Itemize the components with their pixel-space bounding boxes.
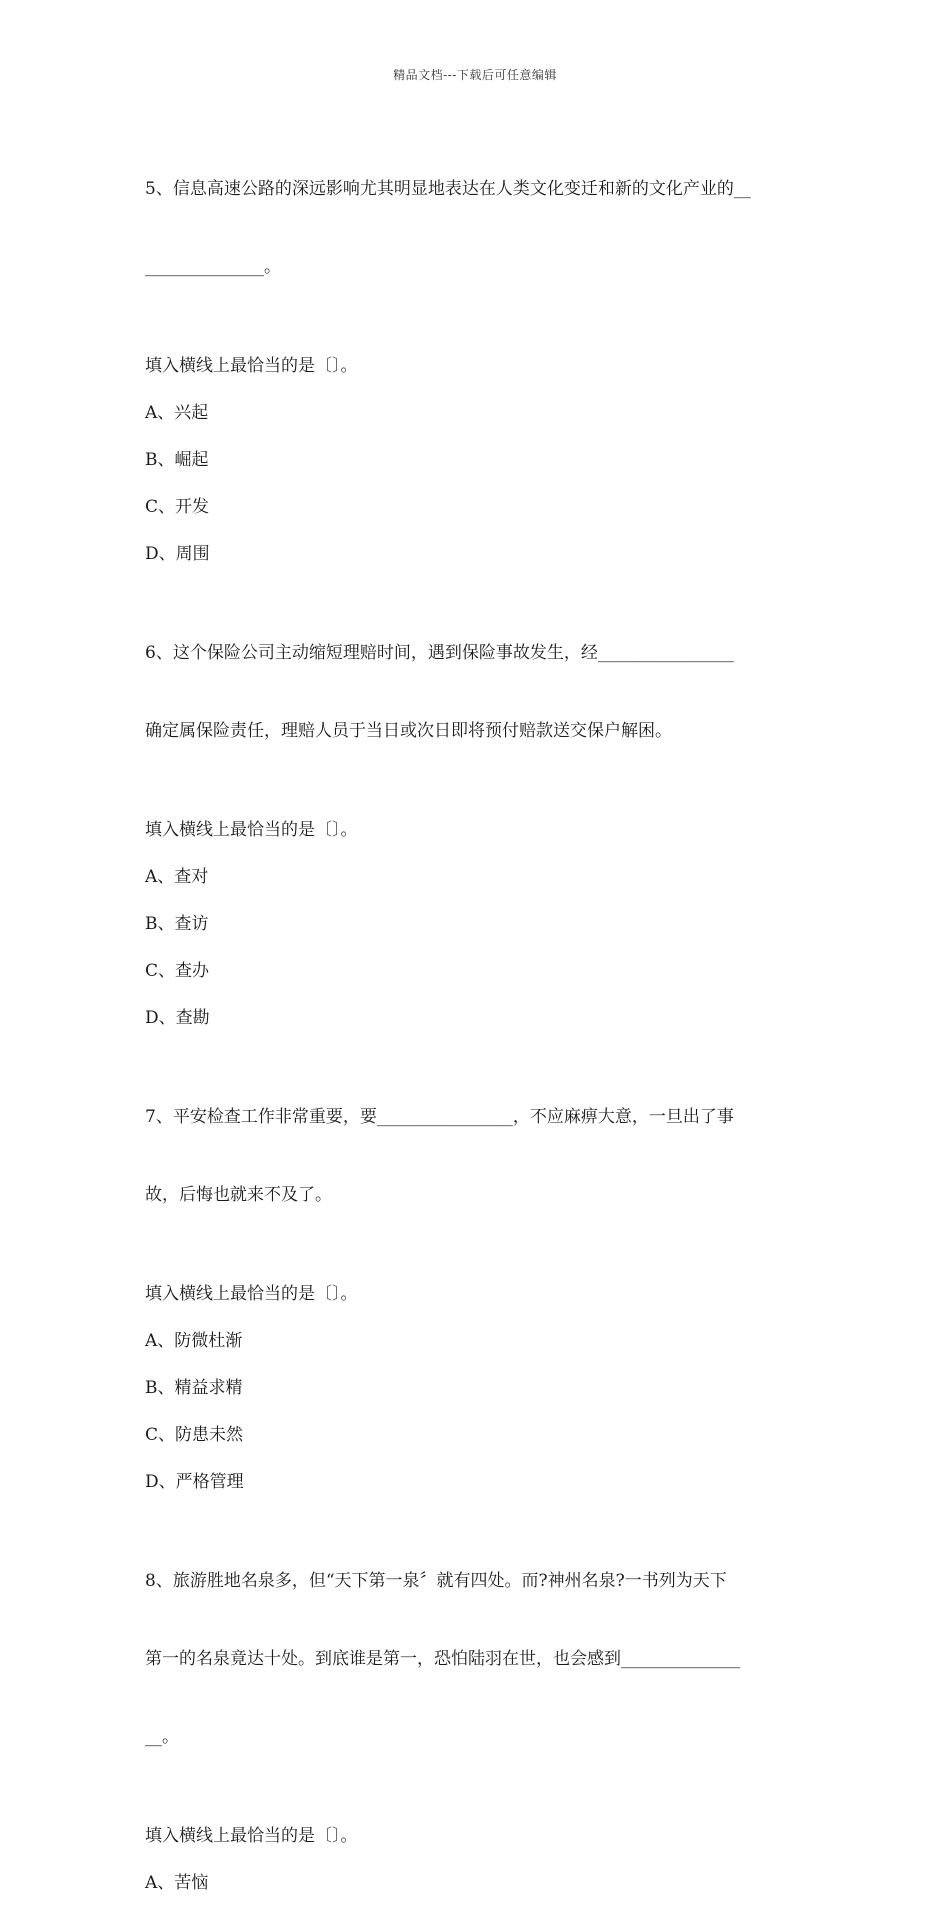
- question-6-line-2: 确定属保险责任，理赔人员于当日或次日即将预付赔款送交保户解困。: [145, 721, 672, 741]
- question-7-option-d: D、严格管理: [145, 1472, 244, 1492]
- question-7-prompt: 填入横线上最恰当的是〔〕。: [145, 1284, 358, 1304]
- question-5-blank: ______________: [145, 257, 264, 277]
- question-8: [145, 1516, 835, 1802]
- question-5-end: 。: [264, 257, 281, 277]
- question-8-prompt: 填入横线上最恰当的是〔〕。: [145, 1826, 358, 1846]
- question-5-option-b: B、崛起: [145, 450, 209, 470]
- question-5-option-d: D、周围: [145, 544, 210, 564]
- question-8-line-1: 8、旅游胜地名泉多，但“天下第一泉〞就有四处。而?神州名泉?一书列为天下: [145, 1571, 727, 1591]
- question-7-option-c: C、防患未然: [145, 1425, 244, 1445]
- question-6-option-c: C、查办: [145, 961, 210, 981]
- question-7: [145, 1052, 835, 1260]
- page-header: 精品文档---下载后可任意编辑: [393, 68, 557, 82]
- question-5-line-2: [145, 254, 835, 280]
- question-7-line-1: 7、平安检查工作非常重要，要________________，不应麻痹大意，一旦出了事: [145, 1107, 734, 1127]
- question-5-option-a: A、兴起: [145, 403, 209, 423]
- question-8-option-a: A、苦恼: [145, 1873, 209, 1893]
- question-6-option-d: D、查勘: [145, 1008, 210, 1028]
- question-7-line-2: 故，后悔也就来不及了。: [145, 1185, 332, 1205]
- question-6: [145, 588, 835, 796]
- document-body: [145, 124, 835, 1917]
- question-6-option-b: B、查访: [145, 914, 209, 934]
- question-8-line-2: 第一的名泉竟达十处。到底谁是第一，恐怕陆羽在世，也会感到______________: [145, 1649, 740, 1669]
- question-7-option-a: A、防微杜渐: [145, 1331, 243, 1351]
- question-5-prompt: 填入横线上最恰当的是〔〕。: [145, 356, 358, 376]
- question-5: [145, 124, 835, 332]
- question-8-line-3: __。: [145, 1727, 179, 1747]
- question-6-option-a: A、查对: [145, 867, 209, 887]
- question-5-option-c: C、开发: [145, 497, 210, 517]
- question-6-prompt: 填入横线上最恰当的是〔〕。: [145, 820, 358, 840]
- question-6-line-1: 6、这个保险公司主动缩短理赔时间，遇到保险事故发生，经________________: [145, 643, 734, 663]
- question-5-line-1: 5、信息高速公路的深远影响尤其明显地表达在人类文化变迁和新的文化产业的__: [145, 179, 751, 199]
- question-7-option-b: B、精益求精: [145, 1378, 243, 1398]
